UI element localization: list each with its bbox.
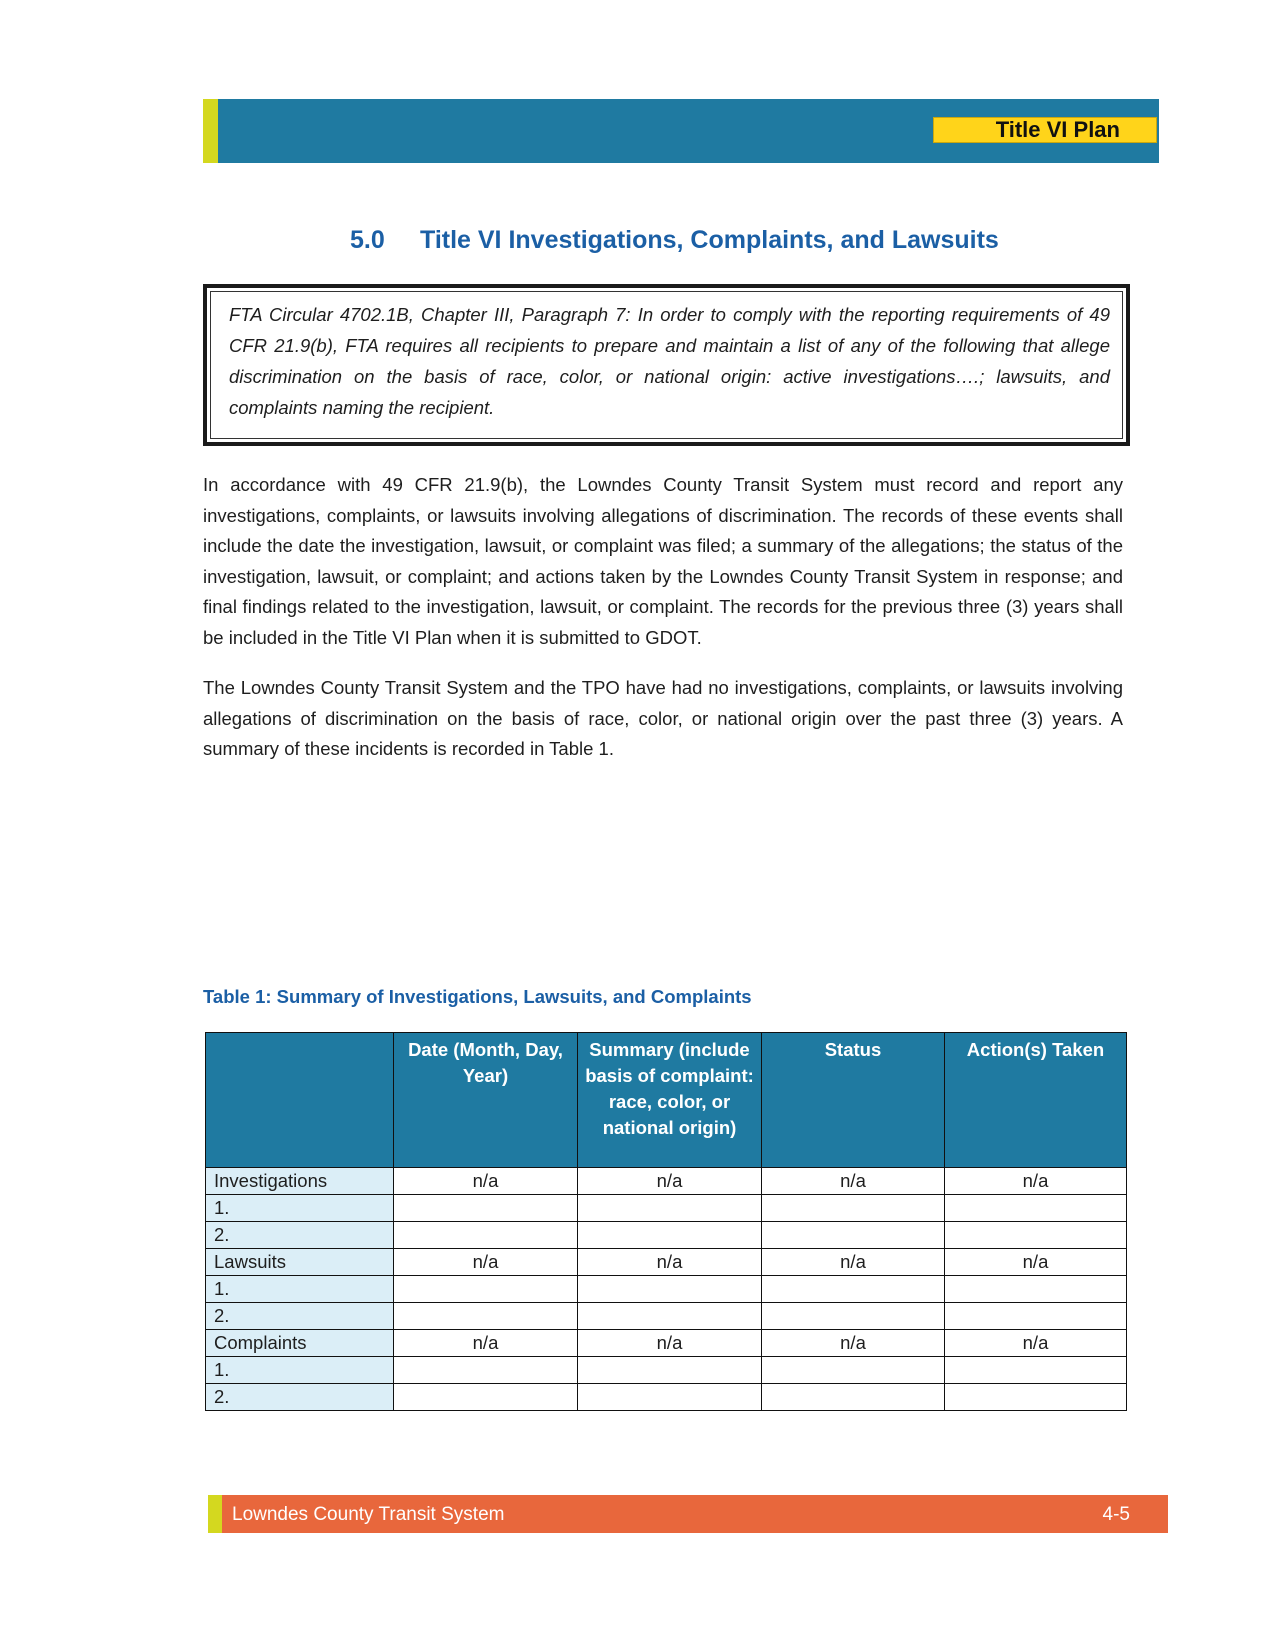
table-cell xyxy=(762,1276,945,1303)
footer-organization: Lowndes County Transit System xyxy=(232,1504,505,1525)
table-cell xyxy=(394,1222,578,1249)
table-cell xyxy=(394,1357,578,1384)
table-header-cell: Action(s) Taken xyxy=(945,1033,1127,1168)
table-cell xyxy=(945,1303,1127,1330)
table-header-cell: Date (Month, Day, Year) xyxy=(394,1033,578,1168)
table-row xyxy=(206,1303,1127,1330)
table-cell: n/a xyxy=(945,1168,1127,1195)
table-cell: n/a xyxy=(578,1249,762,1276)
header-accent-bar xyxy=(203,99,218,163)
table-cell xyxy=(394,1276,578,1303)
table-cell xyxy=(945,1222,1127,1249)
table-cell: n/a xyxy=(394,1330,578,1357)
page-number: 4-5 xyxy=(1102,1504,1130,1525)
table-cell xyxy=(578,1303,762,1330)
row-label: 2. xyxy=(206,1222,394,1249)
table-header-cell: Summary (include basis of complaint: race, color, or national origin) xyxy=(578,1033,762,1168)
table-cell xyxy=(945,1276,1127,1303)
table-row xyxy=(206,1276,1127,1303)
table-row xyxy=(206,1330,1127,1357)
body-paragraph-2: The Lowndes County Transit System and the TPO have had no investigations, complaints, or lawsuits involving allegations of discrimination on the basis of race, color, or national origin over the past three (3) years. A summary of these incidents is recorded in Table 1. xyxy=(203,677,1123,760)
table-header-cell xyxy=(206,1033,394,1168)
table-row xyxy=(206,1384,1127,1411)
table-cell: n/a xyxy=(945,1249,1127,1276)
header-band xyxy=(203,99,1159,163)
table-row xyxy=(206,1249,1127,1276)
table-row xyxy=(206,1357,1127,1384)
row-label: Investigations xyxy=(206,1168,394,1195)
table-cell xyxy=(762,1195,945,1222)
table-cell xyxy=(394,1303,578,1330)
footer-accent-bar xyxy=(208,1495,222,1533)
callout-text: FTA Circular 4702.1B, Chapter III, Paragraph 7: In order to comply with the reporting requirements of 49 CFR 21.9(b), FTA requires all recipients to prepare and maintain a list of any of the following that allege discrimination on the basis of race, color, or national origin: active investigations….; lawsuits, and complaints naming the recipient. xyxy=(210,291,1123,439)
row-label: 1. xyxy=(206,1357,394,1384)
table-cell xyxy=(578,1222,762,1249)
table-cell: n/a xyxy=(762,1168,945,1195)
callout-box xyxy=(203,284,1130,446)
table-header-cell: Status xyxy=(762,1033,945,1168)
table-cell xyxy=(945,1384,1127,1411)
table-row xyxy=(206,1195,1127,1222)
table-row xyxy=(206,1222,1127,1249)
row-label: 1. xyxy=(206,1195,394,1222)
table-cell xyxy=(762,1357,945,1384)
row-label: 2. xyxy=(206,1384,394,1411)
section-title-text: Title VI Investigations, Complaints, and Lawsuits xyxy=(420,226,999,254)
footer-band xyxy=(208,1495,1168,1533)
row-label: Complaints xyxy=(206,1330,394,1357)
table-cell xyxy=(394,1384,578,1411)
table-cell xyxy=(762,1222,945,1249)
table-cell: n/a xyxy=(762,1330,945,1357)
table-cell: n/a xyxy=(394,1249,578,1276)
table-cell xyxy=(578,1276,762,1303)
table-cell xyxy=(945,1357,1127,1384)
body-paragraph-1: In accordance with 49 CFR 21.9(b), the Lowndes County Transit System must record and report any investigations, complaints, or lawsuits involving allegations of discrimination. The records of these events shall include the date the investigation, lawsuit, or complaint was filed; a summary of the allegations; the status of the investigation, lawsuit, or complaint; and actions taken by the Lowndes County Transit System in response; and final findings related to the investigation, lawsuit, or complaint. The records for the previous three (3) years shall be included in the Title VI Plan when it is submitted to GDOT. xyxy=(203,474,1123,648)
section-number: 5.0 xyxy=(350,226,385,254)
section-title xyxy=(350,226,999,255)
table-cell xyxy=(762,1303,945,1330)
table-cell xyxy=(578,1357,762,1384)
table-cell: n/a xyxy=(578,1168,762,1195)
row-label: 2. xyxy=(206,1303,394,1330)
table-cell xyxy=(578,1195,762,1222)
table-cell xyxy=(394,1195,578,1222)
table-cell xyxy=(578,1384,762,1411)
table-caption: Table 1: Summary of Investigations, Lawsuits, and Complaints xyxy=(203,986,752,1007)
table-cell: n/a xyxy=(394,1168,578,1195)
table-row xyxy=(206,1168,1127,1195)
header-label: Title VI Plan xyxy=(933,117,1157,143)
table-cell: n/a xyxy=(762,1249,945,1276)
row-label: Lawsuits xyxy=(206,1249,394,1276)
table-cell: n/a xyxy=(578,1330,762,1357)
table-header-row xyxy=(206,1033,1127,1168)
summary-table xyxy=(205,1032,1127,1411)
table-cell xyxy=(762,1384,945,1411)
table-cell: n/a xyxy=(945,1330,1127,1357)
table-cell xyxy=(945,1195,1127,1222)
row-label: 1. xyxy=(206,1276,394,1303)
